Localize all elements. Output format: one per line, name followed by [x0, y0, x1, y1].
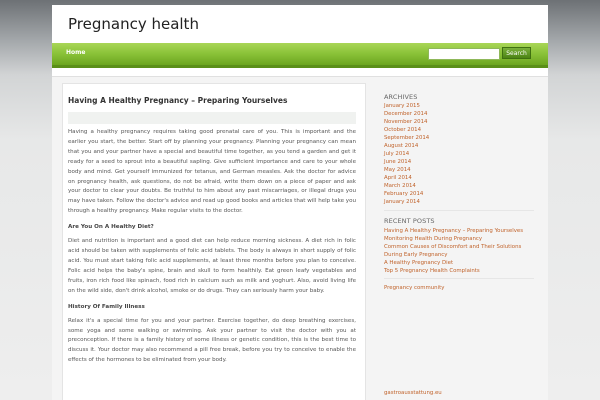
post-title[interactable]: Having A Healthy Pregnancy – Preparing Yourselves — [68, 96, 288, 105]
post-paragraph: Diet and nutrition is important and a good diet can help reduce morning sickness. A diet rich in folic acid should be taken with supplements of folic acid tablets. The body is always in short supply of folic acid. You must start taking folic acid supplements, at least three months before you plan to conceive. Folic acid helps the baby's spine, brain and skull to form healthily. Eat green leafy vegetables and fruits, iron rich food like spinach, food rich in calcium such as milk and yoghurt. Also, avoid living life on the wild side, don't drink alcohol, smoke or do drugs. They can seriously harm your baby. — [68, 238, 356, 294]
post-meta-bar — [68, 112, 356, 124]
archives-title: ARCHIVES — [384, 93, 418, 101]
archive-link[interactable]: July 2014 — [384, 151, 410, 157]
content-area — [52, 76, 548, 400]
archives-list — [384, 102, 429, 206]
archive-link[interactable]: August 2014 — [384, 143, 419, 149]
sidebar — [374, 87, 540, 400]
recent-posts-list — [384, 227, 523, 275]
post-paragraph: Having a healthy pregnancy requires taking good prenatal care of you. This is important and the earlier you start, the better. Start off by planning your pregnancy. Planning your pregnancy can mean that you and your partner have a special and beautiful time together, as you tend a garden and get it ready for a seed to sprout into a beautiful sapling. Give sufficient importance and care to your whole body and mind. Get yourself immunized for tetanus, and German measles. Ask the doctor for advice on pregnancy health, ask questions, do not be afraid, write them down on a piece of paper and ask your doctor to clear your doubts. Be truthful to him about any past miscarriages, or illegal drugs you may have taken. Follow the doctor's advice and read up good books and articles that will help take you through a healthy pregnancy. Make regular visits to the doctor. — [68, 129, 356, 215]
main-column — [62, 83, 366, 400]
archive-link[interactable]: October 2014 — [384, 127, 422, 133]
archive-link[interactable]: September 2014 — [384, 135, 430, 141]
page-container — [52, 5, 548, 400]
archive-link[interactable]: April 2014 — [384, 175, 412, 181]
archive-link[interactable]: January 2015 — [384, 103, 420, 109]
recent-post-link[interactable]: Monitoring Health During Pregnancy — [384, 236, 483, 242]
post-body — [68, 128, 356, 372]
archive-link[interactable]: December 2014 — [384, 111, 428, 117]
recent-post-link[interactable]: Having A Healthy Pregnancy – Preparing Yourselves — [384, 228, 524, 234]
site-header — [52, 5, 548, 43]
recent-post-link[interactable]: Common Causes of Discomfort and Their Solutions — [384, 244, 522, 250]
recent-post-link[interactable]: During Early Pregnancy — [384, 252, 448, 258]
post-subheading: History Of Family Illness — [68, 303, 145, 310]
nav-bar — [52, 43, 548, 68]
sidebar-divider — [384, 210, 534, 211]
archive-link[interactable]: May 2014 — [384, 167, 411, 173]
search-button[interactable]: Search — [502, 47, 531, 59]
archive-link[interactable]: November 2014 — [384, 119, 428, 125]
recent-post-link[interactable]: A Healthy Pregnancy Diet — [384, 260, 454, 266]
nav-home-link[interactable]: Home — [66, 49, 86, 56]
archive-link[interactable]: February 2014 — [384, 191, 424, 197]
site-title[interactable]: Pregnancy health — [68, 15, 199, 33]
gastro-link[interactable]: gastroausstattung.eu — [384, 390, 442, 396]
post-subheading: Are You On A Healthy Diet? — [68, 224, 154, 231]
archive-link[interactable]: January 2014 — [384, 199, 420, 205]
pregnancy-community-link[interactable]: Pregnancy community — [384, 285, 445, 291]
search-input[interactable] — [428, 48, 500, 60]
recent-posts-title: RECENT POSTS — [384, 217, 435, 225]
sidebar-divider — [384, 278, 534, 279]
recent-post-link[interactable]: Top 5 Pregnancy Health Complaints — [384, 268, 480, 274]
archive-link[interactable]: June 2014 — [384, 159, 412, 165]
post-paragraph: Relax it's a special time for you and your partner. Exercise together, do deep breathing exercises, some yoga and some walking or swimming. Ask your partner to visit the doctor with you at preconception. If there is a family history of some illness or genetic condition, this is the best time to discuss it. Your doctor may also recommend a pill free break, before you try to conceive to enable the effects of the hormones to be eliminated from your body. — [68, 317, 356, 364]
archive-link[interactable]: March 2014 — [384, 183, 416, 189]
